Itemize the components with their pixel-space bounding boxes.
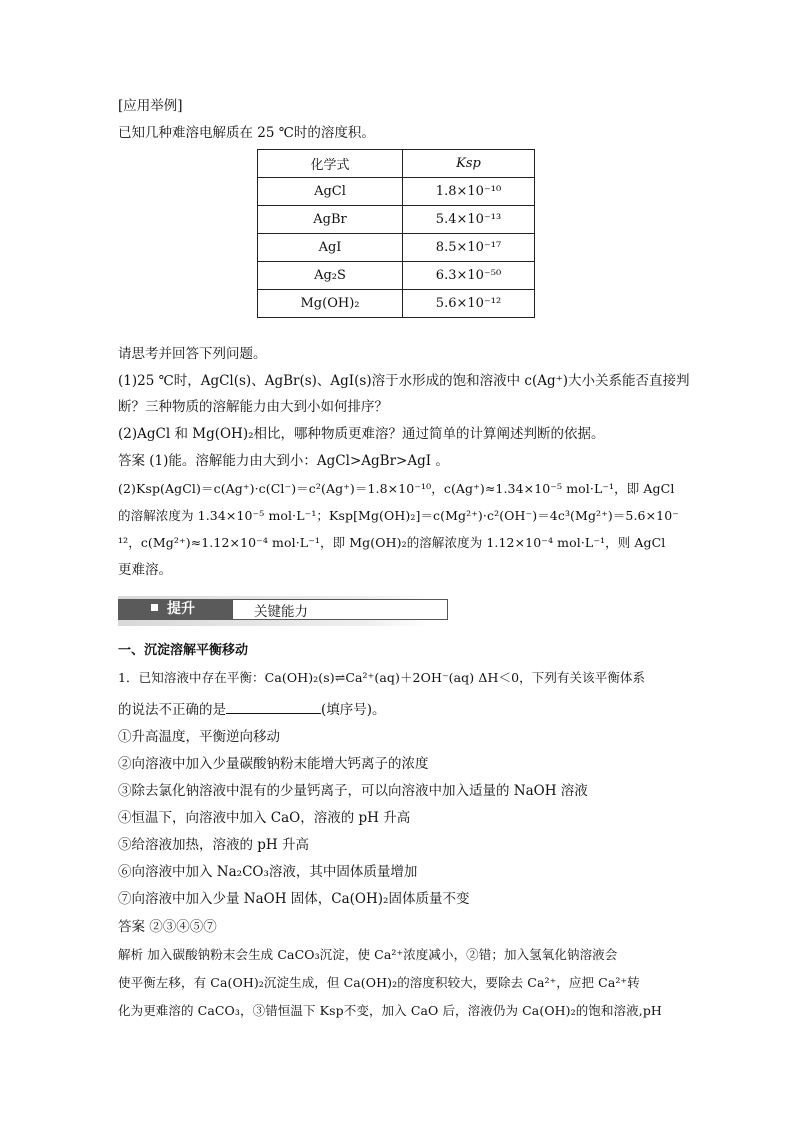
question-1-line-1: (1)25 ℃时，AgCl(s)、AgBr(s)、AgI(s)溶于水形成的饱和溶液中 c(Ag⁺)大小关系能否直接判 [118, 373, 690, 389]
answer-2-line-2: 的溶解浓度为 1.34×10⁻⁵ mol·L⁻¹；Ksp[Mg(OH)₂]＝c(Mg²⁺)·c²(OH⁻)＝4c³(Mg²⁺)＝5.6×10⁻ [118, 508, 679, 523]
table-row [258, 290, 535, 318]
problem-1-stem: 的说法不正确的是 [118, 702, 226, 718]
question-1-line-2: 断？三种物质的溶解能力由大到小如何排序？ [118, 399, 388, 415]
table-cell-formula: Mg(OH)₂ [258, 290, 403, 318]
answer-blank [226, 700, 321, 714]
option-7: ⑦向溶液中加入少量 NaOH 固体，Ca(OH)₂固体质量不变 [118, 891, 470, 907]
option-6: ⑥向溶液中加入 Na₂CO₃溶液，其中固体质量增加 [118, 864, 418, 880]
analysis-line-3: 化为更难溶的 CaCO₃，③错恒温下 Ksp不变，加入 CaO 后，溶液仍为 Ca(OH)₂的饱和溶液,pH [118, 1003, 662, 1018]
analysis-line-2: 使平衡左移，有 Ca(OH)₂沉淀生成，但 Ca(OH)₂的溶度积较大，要除去 Ca²⁺，应把 Ca²⁺转 [118, 975, 640, 990]
option-4: ④恒温下，向溶液中加入 CaO，溶液的 pH 升高 [118, 810, 411, 826]
problem-1-line-2 [118, 700, 386, 719]
table-cell-formula: AgBr [258, 206, 403, 234]
option-5: ⑤给溶液加热，溶液的 pH 升高 [118, 837, 309, 853]
table-cell-formula: AgCl [258, 178, 403, 206]
question-prompt: 请思考并回答下列问题。 [118, 346, 267, 362]
intro-text: 已知几种难溶电解质在 25 ℃时的溶度积。 [118, 125, 375, 141]
answer-2-line-4: 更难溶。 [118, 562, 172, 578]
table-cell-ksp: 6.3×10⁻⁵⁰ [403, 262, 535, 290]
table-row [258, 178, 535, 206]
problem-1-line-1: 1．已知溶液中存在平衡：Ca(OH)₂(s)⇌Ca²⁺(aq)＋2OH⁻(aq) ΔH＜0，下列有关该平衡体系 [118, 670, 646, 685]
ksp-table [257, 149, 535, 318]
option-3: ③除去氯化钠溶液中混有的少量钙离子，可以向溶液中加入适量的 NaOH 溶液 [118, 783, 588, 799]
table-cell-ksp: 5.4×10⁻¹³ [403, 206, 535, 234]
table-cell-formula: Ag₂S [258, 262, 403, 290]
section-title: [应用举例] [118, 98, 183, 114]
answer-1: 答案 (1)能。溶解能力由大到小：AgCl>AgBr>AgI 。 [118, 453, 449, 469]
table-cell-ksp: 8.5×10⁻¹⁷ [403, 234, 535, 262]
table-cell-formula: AgI [258, 234, 403, 262]
table-header-row [258, 150, 535, 178]
option-2: ②向溶液中加入少量碳酸钠粉末能增大钙离子的浓度 [118, 756, 429, 772]
table-row [258, 262, 535, 290]
problem-1-fill-hint: (填序号)。 [321, 702, 386, 718]
table-header-formula: 化学式 [258, 150, 403, 178]
square-bullet-icon [151, 604, 158, 611]
table-header-ksp: Ksp [403, 150, 535, 178]
subsection-title: 一、沉淀溶解平衡移动 [118, 643, 249, 658]
section-banner [118, 596, 430, 626]
banner-tag: 提升 [167, 601, 195, 617]
table-row [258, 206, 535, 234]
question-2: (2)AgCl 和 Mg(OH)₂相比，哪种物质更难溶？通过简单的计算阐述判断的依据。 [118, 426, 605, 442]
table-cell-ksp: 5.6×10⁻¹² [403, 290, 535, 318]
table-row [258, 234, 535, 262]
option-1: ①升高温度，平衡逆向移动 [118, 729, 280, 745]
analysis-line-1: 解析 加入碳酸钠粉末会生成 CaCO₃沉淀，使 Ca²⁺浓度减小，②错；加入氢氧化钠溶液会 [118, 947, 618, 962]
table-cell-ksp: 1.8×10⁻¹⁰ [403, 178, 535, 206]
banner-label: 关键能力 [254, 604, 308, 620]
answer-3: 答案 ②③④⑤⑦ [118, 919, 217, 935]
answer-2-line-1: (2)Ksp(AgCl)＝c(Ag⁺)·c(Cl⁻)＝c²(Ag⁺)＝1.8×10⁻¹⁰，c(Ag⁺)≈1.34×10⁻⁵ mol·L⁻¹，即 AgCl [118, 481, 675, 496]
answer-2-line-3: ¹²，c(Mg²⁺)≈1.12×10⁻⁴ mol·L⁻¹，即 Mg(OH)₂的溶解浓度为 1.12×10⁻⁴ mol·L⁻¹，则 AgCl [118, 535, 666, 550]
